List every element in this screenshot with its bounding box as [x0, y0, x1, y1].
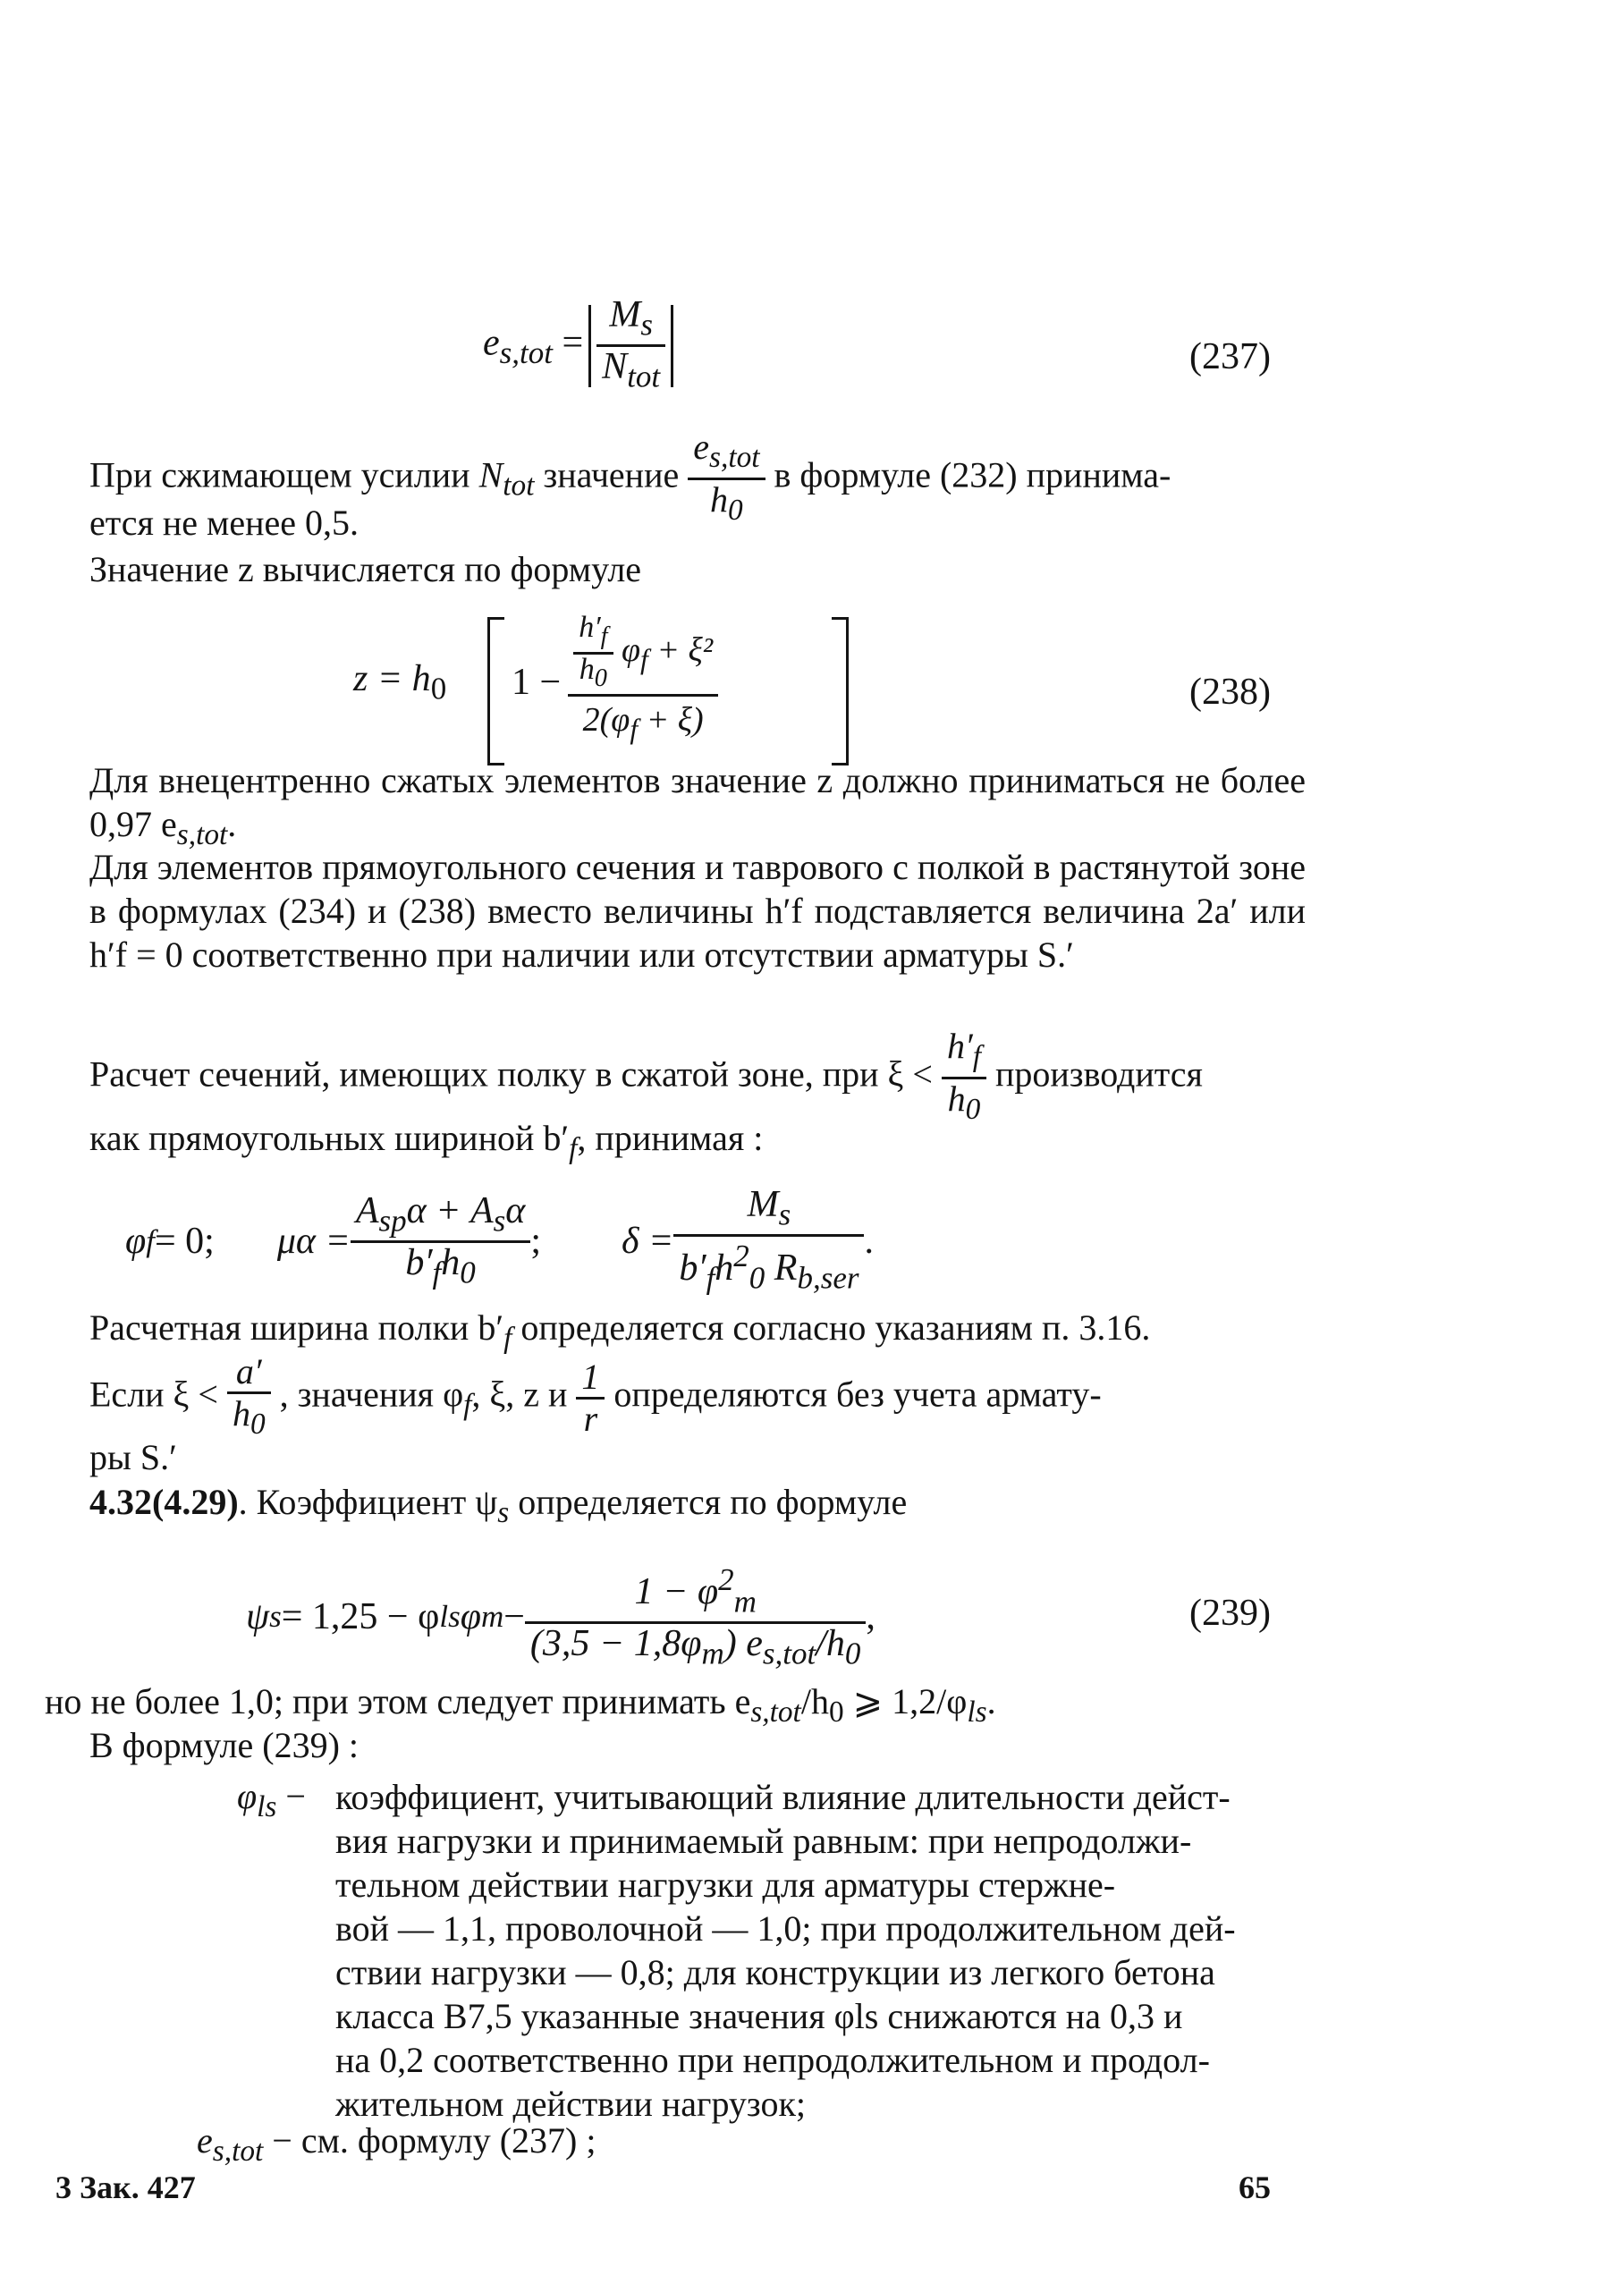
- definition-text-phi-ls: коэффициент, учитывающий влияние длительности дейст- вия нагрузки и принимаемый равным: при непродолжи- тельном действии нагрузки для арматуры стержне- вой — 1,1, проволочной — 1,0; при продолжительном дей- ствии нагрузки — 0,8; для конструкции из легкого бетона класса B7,5 указанные значения φls снижаются на 0,3 и на 0,2 соответственно при непродолжительном и продол- жительном действии нагрузок;: [335, 1777, 1236, 2124]
- eq238-main-fraction: $\frac{h'_f}{h_0}$ $\varphi_f + \xi^2$ $2(\varphi_f + \xi)$: [568, 613, 718, 752]
- eq237-fraction: $\frac{M_s}{N_{tot}}$: [596, 295, 665, 397]
- eq239-fraction: $\frac{1 - \varphi^2_m}{(3,5 - 1,8\varphi_m) e_{s,tot}/h_0}$: [525, 1560, 867, 1674]
- paragraph-if-cont: ры S.′: [89, 1437, 177, 1477]
- hf-over-h0: $\frac{h'_f}{h_0}$: [573, 613, 613, 694]
- bracket-right: [832, 617, 849, 765]
- equation-239: ψ s = 1,25 − φ ls φ m − $\frac{1 - \varphi^2_m}{(3,5 - 1,8\varphi_m) e_{s,tot}/h_0}$ ,: [246, 1560, 875, 1674]
- paragraph-flange: Расчет сечений, имеющих полку в сжатой зоне, при ξ < $\frac{h'_f}{h_0}$ производится: [89, 1027, 1306, 1129]
- equation-number-238: (238): [1189, 672, 1271, 713]
- page-number: 65: [1239, 2169, 1271, 2205]
- paragraph-4-32: 4.32(4.29). Коэффициент $\psi_s$ определяется по формуле: [89, 1482, 908, 1529]
- equation-238-body: 1 − $\frac{h'_f}{h_0}$ $\varphi_f + \xi^2$ $2(\varphi_f + \xi)$: [512, 613, 718, 752]
- footer-order: 3 Зак. 427: [55, 2169, 196, 2205]
- equation-number-239: (239): [1189, 1593, 1271, 1634]
- abs-bar-left: [588, 305, 591, 387]
- es-tot-over-h0: $\frac{e_{s,tot}}{h_0}$: [688, 427, 765, 530]
- definition-term-phi-ls: $\varphi_{ls}$ −: [237, 1776, 306, 1823]
- definition-term-es-tot: $e_{s,tot}$ − см. формулу (237) ;: [197, 2120, 596, 2168]
- equation-238: $z = h_0$: [353, 658, 447, 706]
- paragraph-flange-cont: как прямоугольных шириной $b'_f$, принимая :: [89, 1118, 764, 1165]
- paragraph-eccentric: Для внецентренно сжатых элементов значение z должно приниматься не более 0,97 $e_{s,tot}$.: [89, 760, 1306, 851]
- a-over-h0: $\frac{a'}{h_0}$: [227, 1352, 271, 1444]
- hf-over-h0-inline: $\frac{h'_f}{h_0}$: [942, 1027, 986, 1129]
- equation-number-237: (237): [1189, 336, 1271, 377]
- paragraph-in-formula: В формуле (239) :: [89, 1725, 359, 1765]
- paragraph-compression-cont: ется не менее 0,5.: [89, 503, 359, 543]
- eq237-lhs-sub: s,tot: [499, 334, 553, 370]
- paragraph-compression: При сжимающем усилии $N_{tot}$ значение $\frac{e_{s,tot}}{h_0}$ в формуле (232) принима-: [89, 427, 1306, 530]
- mu-alpha-fraction: $\frac{A_{sp}\alpha + A_s\alpha}{b'_fh_0}$: [351, 1191, 531, 1293]
- paragraph-rectangular: Для элементов прямоугольного сечения и таврового с полкой в растянутой зоне в формулах (234) и (238) вместо величины h′f подставляется величина 2a′ или h′f = 0 соответственно при наличии или отсутствии арматуры S.′: [89, 847, 1306, 975]
- equation-237: $e_{s,tot}$ = $\frac{M_s}{N_{tot}}$: [483, 295, 679, 397]
- paragraph-not-more: но не более 1,0; при этом следует принимать $e_{s,tot}/h_0$ ⩾ $1,2/\varphi_{ls}$.: [45, 1681, 996, 1729]
- equation-params: φ f = 0; μα = $\frac{A_{sp}\alpha + A_s\alpha}{b'_fh_0}$ ; δ = $\frac{M_s}{b'_fh^2_0 R_{b,ser}}$ .: [125, 1185, 1198, 1298]
- abs-bar-right: [671, 305, 673, 387]
- paragraph-width: Расчетная ширина полки $b'_f$ определяется согласно указаниям п. 3.16.: [89, 1307, 1151, 1355]
- paragraph-z-intro: Значение z вычисляется по формуле: [89, 549, 642, 589]
- paragraph-if: Если ξ < $\frac{a'}{h_0}$ , значения $\varphi_f$, ξ, z и $\frac{1}{r}$ определяются без учета армату-: [89, 1352, 1306, 1444]
- delta-fraction: $\frac{M_s}{b'_fh^2_0 R_{b,ser}}$: [673, 1185, 864, 1298]
- bracket-left: [487, 617, 504, 765]
- eq237-lhs: e: [483, 322, 500, 364]
- one-over-r: $\frac{1}{r}$: [576, 1357, 605, 1439]
